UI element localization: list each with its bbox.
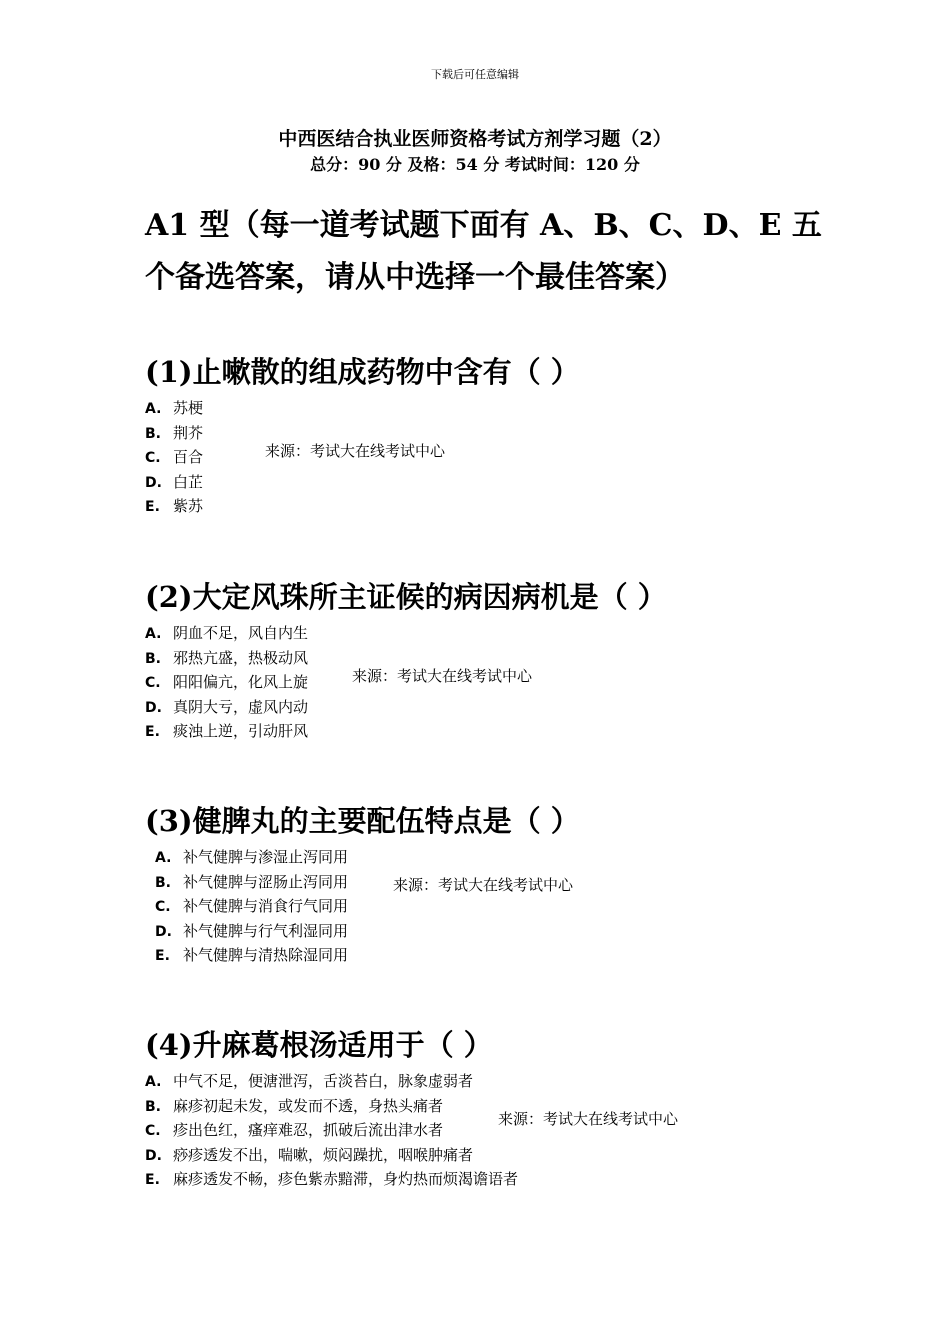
option-letter: B. <box>145 1098 161 1115</box>
option-list <box>145 846 845 969</box>
option-text: 荆芥 <box>173 423 204 442</box>
source-note: 来源：考试大在线考试中心 <box>393 876 574 894</box>
option-letter: C. <box>145 450 161 466</box>
option-text: 邪热亢盛，热极动风 <box>173 648 309 667</box>
option-letter: C. <box>145 1123 161 1139</box>
document-title: 中西医结合执业医师资格考试方剂学习题（2） <box>278 128 672 150</box>
option-text: 阴血不足，风自内生 <box>173 624 309 642</box>
option-e <box>145 1168 845 1193</box>
option-c <box>145 1119 845 1144</box>
option-letter: B. <box>155 874 171 891</box>
option-e <box>145 720 845 745</box>
option-d <box>155 920 845 945</box>
question-stem: (1)止嗽散的组成药物中含有（ ） <box>145 355 580 389</box>
option-text: 百合 <box>173 448 204 466</box>
option-letter: E. <box>155 948 170 964</box>
option-letter: C. <box>145 675 161 691</box>
option-text: 补气健脾与清热除湿同用 <box>183 946 349 964</box>
question-stem: (2)大定风珠所主证候的病因病机是（ ） <box>145 580 667 614</box>
option-list <box>145 1070 845 1193</box>
question-stem: (3)健脾丸的主要配伍特点是（ ） <box>145 804 580 838</box>
option-d <box>145 1144 845 1169</box>
option-letter: D. <box>145 699 162 716</box>
option-text: 疹出色红，瘙痒难忍，抓破后流出津水者 <box>173 1121 444 1139</box>
option-b <box>145 1095 845 1120</box>
option-a <box>155 846 845 871</box>
question-1 <box>145 355 845 520</box>
option-text: 痰浊上逆，引动肝风 <box>173 722 309 740</box>
section-heading: A1 型（每一道考试题下面有 A、B、C、D、E 五个备选答案，请从中选择一个最佳答案） <box>145 208 822 295</box>
option-text: 补气健脾与消食行气同用 <box>183 897 349 915</box>
option-letter: E. <box>145 1172 160 1188</box>
option-letter: C. <box>155 899 171 915</box>
exam-meta: 总分：90 分 及格：54 分 考试时间：120 分 <box>310 155 640 174</box>
option-letter: B. <box>145 650 161 667</box>
download-note: 下载后可任意编辑 <box>431 68 519 81</box>
option-a <box>145 397 845 422</box>
option-letter: E. <box>145 724 160 740</box>
option-letter: A. <box>145 401 162 417</box>
option-e <box>145 495 845 520</box>
question-stem: (4)升麻葛根汤适用于（ ） <box>145 1028 493 1062</box>
option-a <box>145 622 845 647</box>
question-2 <box>145 580 845 745</box>
source-note: 来源：考试大在线考试中心 <box>498 1110 679 1128</box>
option-text: 麻疹透发不畅，疹色紫赤黯滞，身灼热而烦渴谵语者 <box>173 1170 519 1188</box>
option-text: 阳阳偏亢，化风上旋 <box>173 673 309 691</box>
option-text: 补气健脾与行气利湿同用 <box>183 921 349 940</box>
source-note: 来源：考试大在线考试中心 <box>265 442 446 460</box>
source-note: 来源：考试大在线考试中心 <box>352 667 533 685</box>
option-letter: D. <box>145 474 162 491</box>
option-text: 麻疹初起未发，或发而不透，身热头痛者 <box>173 1096 444 1115</box>
option-letter: A. <box>145 1074 162 1090</box>
option-text: 苏梗 <box>173 399 204 417</box>
option-letter: D. <box>145 1147 162 1164</box>
option-c <box>145 446 845 471</box>
option-letter: E. <box>145 499 160 515</box>
option-letter: D. <box>155 923 172 940</box>
option-text: 中气不足，便溏泄泻，舌淡苔白，脉象虚弱者 <box>173 1072 474 1090</box>
option-d <box>145 696 845 721</box>
option-c <box>155 895 845 920</box>
option-e <box>155 944 845 969</box>
option-text: 真阴大亏，虚风内动 <box>173 697 309 716</box>
option-a <box>145 1070 845 1095</box>
option-list <box>145 397 845 520</box>
option-text: 痧疹透发不出，喘嗽，烦闷躁扰，咽喉肿痛者 <box>173 1145 474 1164</box>
option-letter: B. <box>145 425 161 442</box>
option-text: 补气健脾与渗湿止泻同用 <box>183 848 349 866</box>
option-text: 补气健脾与涩肠止泻同用 <box>183 872 349 891</box>
option-d <box>145 471 845 496</box>
option-text: 白芷 <box>173 472 204 491</box>
question-4 <box>145 1028 845 1193</box>
option-text: 紫苏 <box>173 497 204 515</box>
option-b <box>145 422 845 447</box>
option-letter: A. <box>145 626 162 642</box>
option-letter: A. <box>155 850 172 866</box>
